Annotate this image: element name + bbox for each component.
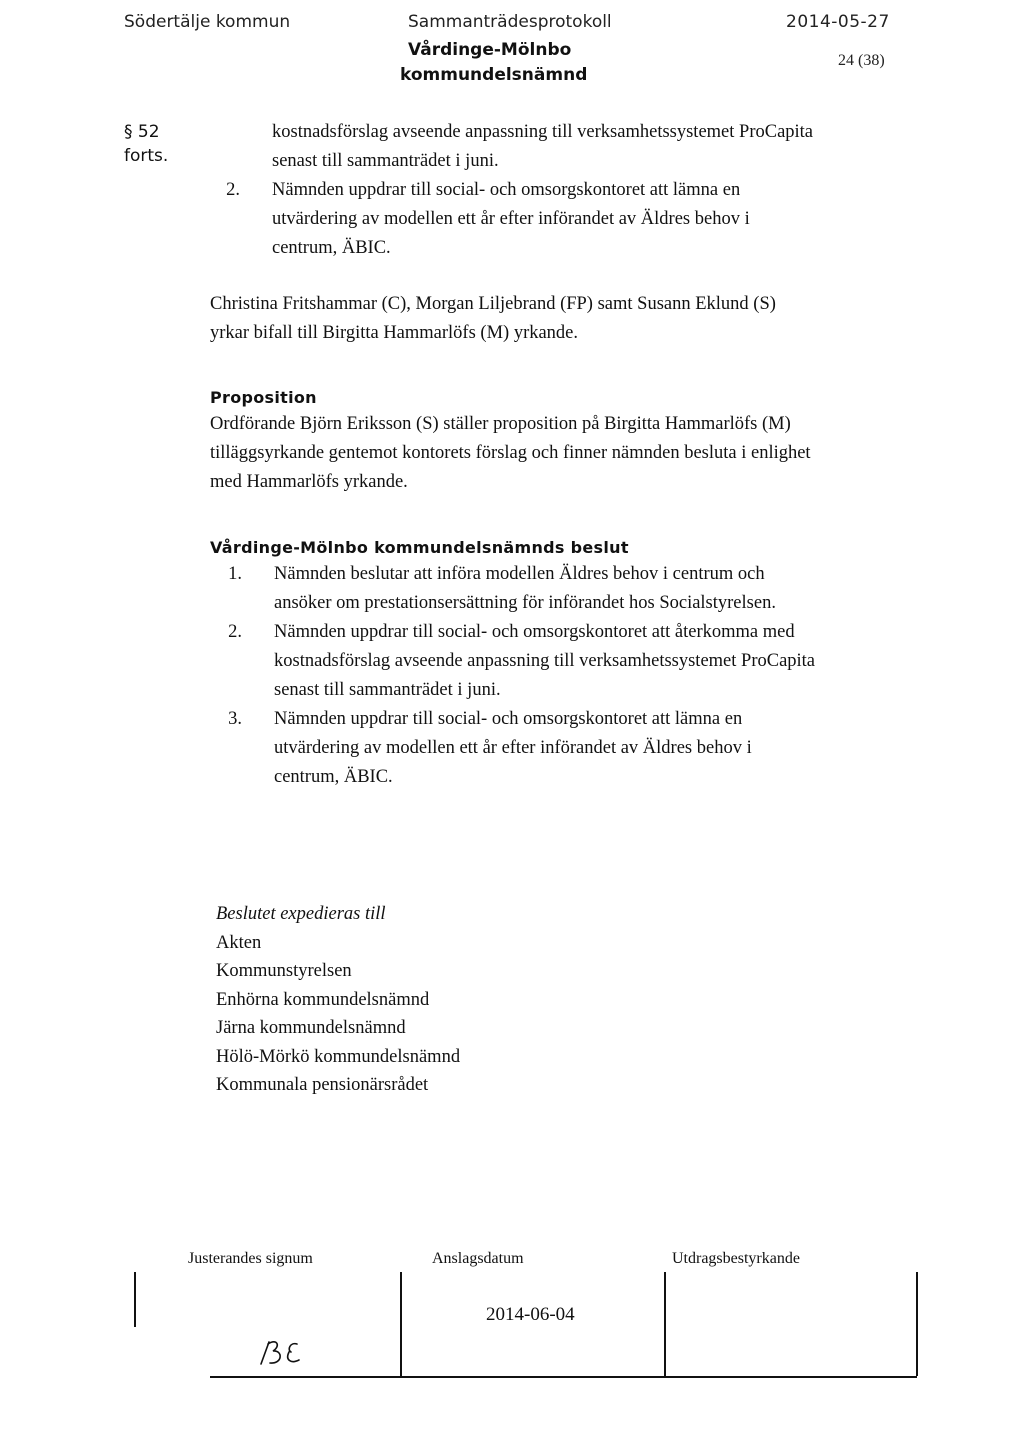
item-line: utvärdering av modellen ett år efter införandet av Äldres behov i xyxy=(272,209,750,229)
recipient: Kommunala pensionärsrådet xyxy=(216,1075,429,1095)
posted-label: Anslagsdatum xyxy=(432,1250,524,1267)
recipient: Hölö-Mörkö kommundelsnämnd xyxy=(216,1046,461,1067)
decision-heading: Vårdinge-Mölnbo kommundelsnämnds beslut xyxy=(210,538,629,557)
proposition-paragraph xyxy=(210,410,930,497)
decision-item xyxy=(212,560,912,618)
section-number: § 52 xyxy=(124,122,160,142)
paragraph-line: tilläggsyrkande gentemot kontorets förslag och finner nämnden besluta i enlighet xyxy=(210,443,811,463)
recipient: Akten xyxy=(216,932,262,953)
decision-item xyxy=(212,618,912,705)
support-paragraph xyxy=(210,290,930,348)
recipient: Järna kommundelsnämnd xyxy=(216,1018,406,1038)
distribution-block xyxy=(216,900,716,1100)
continued-line: senast till sammanträdet i juni. xyxy=(272,151,499,171)
recipient: Enhörna kommundelsnämnd xyxy=(216,989,430,1010)
item-number: 3. xyxy=(228,709,242,729)
table-left-border xyxy=(134,1272,136,1327)
committee-name-line1: Vårdinge-Mölnbo xyxy=(408,40,572,60)
committee-name-line2: kommundelsnämnd xyxy=(400,65,588,85)
item-line: centrum, ÄBIC. xyxy=(272,238,391,258)
signature-initials xyxy=(255,1334,305,1370)
item-number: 1. xyxy=(228,564,242,584)
org-name: Södertälje kommun xyxy=(124,12,291,32)
recipient: Kommunstyrelsen xyxy=(216,961,352,981)
item-line: ansöker om prestationsersättning för införandet hos Socialstyrelsen. xyxy=(274,593,776,613)
continued-line: kostnadsförslag avseende anpassning till verksamhetssystemet ProCapita xyxy=(272,122,814,142)
certified-label: Utdragsbestyrkande xyxy=(672,1250,800,1267)
item-line: Nämnden beslutar att införa modellen Äldres behov i centrum och xyxy=(274,564,765,584)
table-divider-2 xyxy=(664,1272,666,1376)
meeting-date: 2014-05-27 xyxy=(786,12,890,32)
posted-date: 2014-06-04 xyxy=(486,1304,575,1325)
signum-label: Justerandes signum xyxy=(188,1250,313,1267)
continued-item-2 xyxy=(210,176,910,263)
item-line: utvärdering av modellen ett år efter införandet av Äldres behov i xyxy=(274,738,752,758)
distribution-heading: Beslutet expedieras till xyxy=(216,904,386,924)
table-right-border xyxy=(916,1272,918,1376)
paragraph-line: Ordförande Björn Eriksson (S) ställer proposition på Birgitta Hammarlöfs (M) xyxy=(210,414,791,434)
item-line: senast till sammanträdet i juni. xyxy=(274,680,501,700)
item-number: 2. xyxy=(228,622,242,642)
page-number: 24 (38) xyxy=(838,52,885,69)
proposition-heading: Proposition xyxy=(210,388,317,407)
table-bottom-border xyxy=(210,1376,917,1378)
continued-text xyxy=(272,118,912,176)
document-type: Sammanträdesprotokoll xyxy=(408,12,612,32)
paragraph-line: med Hammarlöfs yrkande. xyxy=(210,472,408,492)
decision-item xyxy=(212,705,912,792)
item-line: Nämnden uppdrar till social- och omsorgskontoret att återkomma med xyxy=(274,622,795,642)
paragraph-line: yrkar bifall till Birgitta Hammarlöfs (M) yrkande. xyxy=(210,323,579,343)
item-line: centrum, ÄBIC. xyxy=(274,767,393,787)
item-number: 2. xyxy=(226,180,240,200)
table-divider-1 xyxy=(400,1272,402,1376)
item-line: kostnadsförslag avseende anpassning till verksamhetssystemet ProCapita xyxy=(274,651,816,671)
item-line: Nämnden uppdrar till social- och omsorgskontoret att lämna en xyxy=(274,709,743,729)
item-line: Nämnden uppdrar till social- och omsorgskontoret att lämna en xyxy=(272,180,741,200)
section-continued: forts. xyxy=(124,146,169,166)
decision-list xyxy=(212,560,912,792)
paragraph-line: Christina Fritshammar (C), Morgan Liljebrand (FP) samt Susann Eklund (S) xyxy=(210,294,776,314)
